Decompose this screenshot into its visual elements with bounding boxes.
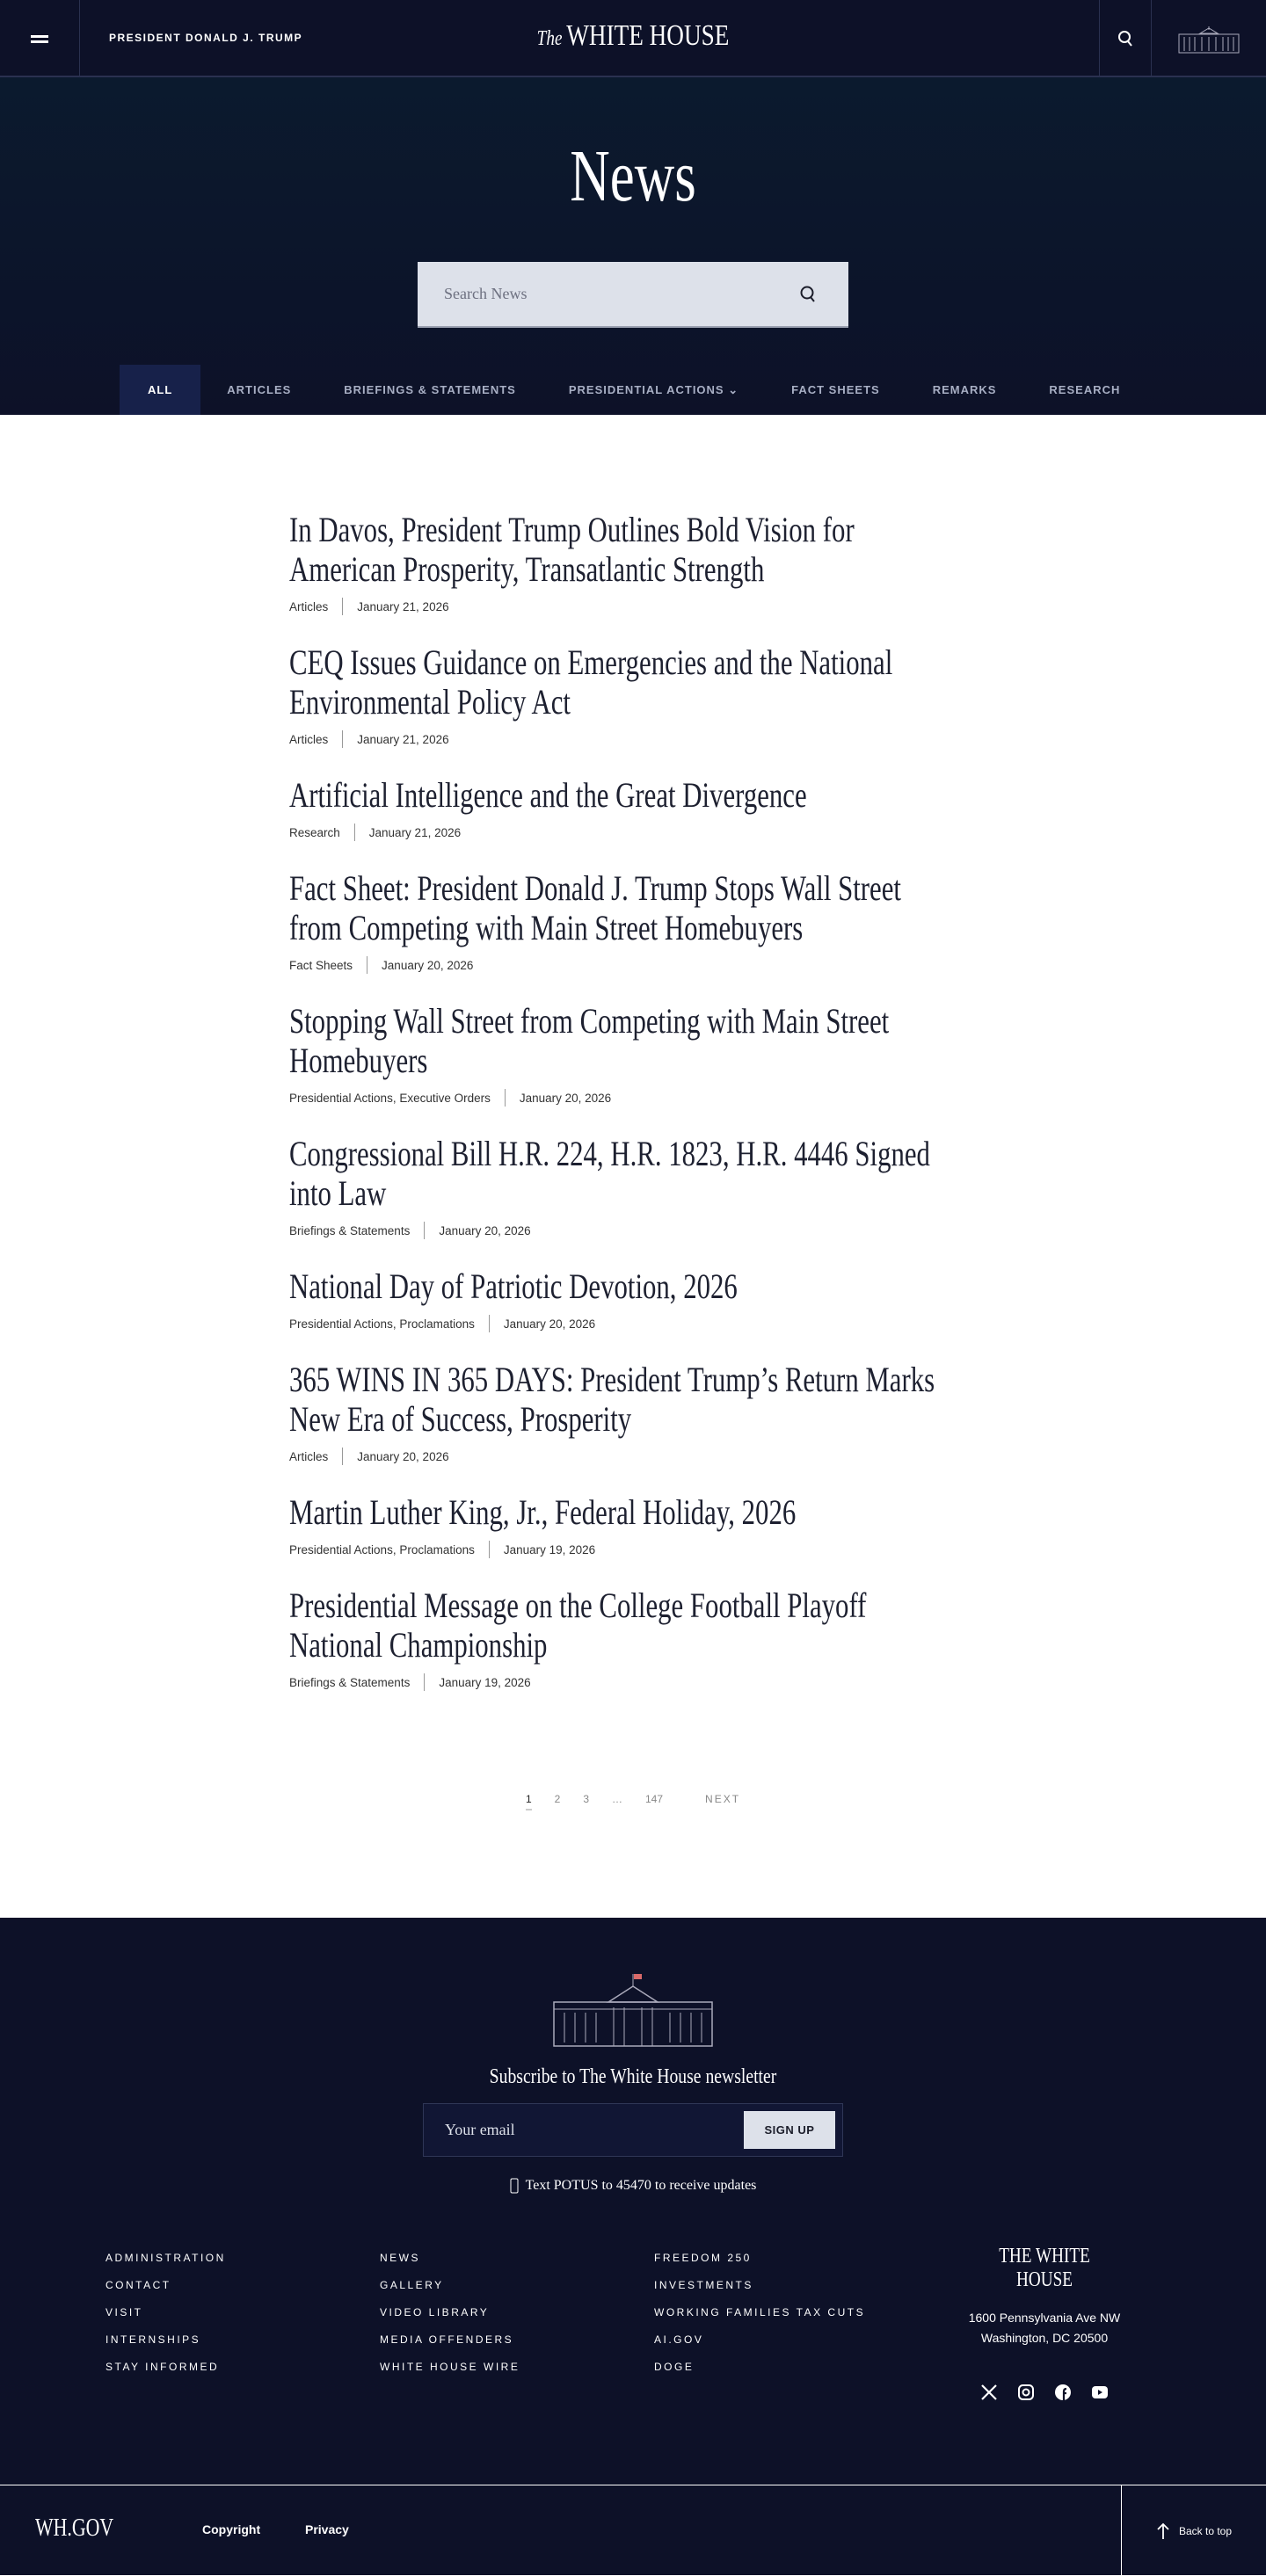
back-to-top-button[interactable] (1121, 2485, 1266, 2576)
footer-link-doge[interactable]: DOGE (654, 2361, 695, 2373)
news-item-meta (289, 824, 975, 841)
news-item-title[interactable]: Congressional Bill H.R. 224, H.R. 1823, H.R. 4446 Signed into Law (289, 1134, 930, 1213)
youtube-icon[interactable] (1091, 2384, 1109, 2401)
wh-gov-logo[interactable]: WH.GOV (35, 2514, 114, 2542)
email-input[interactable] (424, 2104, 740, 2156)
news-item-title[interactable]: National Day of Patriotic Devotion, 2026 (289, 1266, 738, 1306)
facebook-icon[interactable] (1054, 2384, 1072, 2401)
news-item-title[interactable]: Artificial Intelligence and the Great Divergence (289, 775, 807, 815)
news-item-title[interactable]: Stopping Wall Street from Competing with Main Street Homebuyers (289, 1001, 890, 1080)
category-tabs (120, 365, 1146, 415)
subscribe-heading: Subscribe to The White House newsletter (489, 2065, 777, 2088)
footer-bottom-bar (0, 2485, 1266, 2575)
text-potus-label: Text POTUS to 45470 to receive updates (525, 2178, 757, 2193)
news-item-category[interactable]: Presidential Actions, Proclamations (289, 1542, 475, 1556)
address-line-2: Washington, DC 20500 (980, 2331, 1109, 2345)
news-item-title[interactable]: 365 WINS IN 365 DAYS: President Trump’s Return Marks New Era of Success, Prosperity (289, 1360, 935, 1439)
sign-up-button[interactable]: SIGN UP (744, 2111, 835, 2149)
address-line-1: 1600 Pennsylvania Ave NW (968, 2311, 1121, 2325)
footer-link-stay-informed[interactable]: STAY INFORMED (106, 2361, 220, 2373)
footer-link-tax-cuts[interactable]: WORKING FAMILIES TAX CUTS (654, 2306, 866, 2318)
white-house-icon (1177, 23, 1241, 54)
news-item-meta (289, 1222, 975, 1239)
news-item-title[interactable]: In Davos, President Trump Outlines Bold Vision for American Prosperity, Transatlantic Strength (289, 510, 855, 589)
meta-divider (342, 1448, 343, 1465)
page-1[interactable]: 1 (526, 1793, 532, 1810)
hero (0, 77, 1266, 415)
tab-fact-sheets[interactable]: FACT SHEETS (791, 383, 880, 396)
footer-contact (957, 2245, 1132, 2401)
news-item (289, 1586, 975, 1691)
meta-divider (489, 1315, 490, 1332)
footer-link-video-library[interactable]: VIDEO LIBRARY (380, 2306, 490, 2318)
meta-divider (342, 730, 343, 748)
news-item-category[interactable]: Presidential Actions, Proclamations (289, 1317, 475, 1331)
meta-divider (354, 824, 355, 841)
site-logo[interactable] (127, 19, 1139, 53)
tab-remarks[interactable]: REMARKS (932, 383, 997, 396)
news-item (289, 1266, 975, 1332)
news-item (289, 775, 975, 841)
back-to-top-label: Back to top (1178, 2524, 1233, 2537)
x-icon[interactable] (980, 2384, 998, 2401)
site-header (0, 0, 1266, 77)
page-ellipsis: … (612, 1793, 622, 1805)
footer-col-3 (654, 2250, 865, 2386)
white-house-emblem[interactable] (1152, 0, 1266, 77)
privacy-link[interactable]: Privacy (305, 2522, 349, 2536)
news-item (289, 1001, 975, 1107)
footer-org-name: THE WHITE HOUSE (999, 2245, 1090, 2291)
news-item-category[interactable]: Briefings & Statements (289, 1223, 411, 1237)
phone-icon (510, 2178, 519, 2194)
site-footer (0, 1918, 1266, 2575)
page-title: News (570, 135, 696, 217)
news-item-meta (289, 1315, 975, 1332)
text-potus (0, 2178, 1266, 2194)
news-item (289, 1492, 975, 1558)
social-links (957, 2384, 1132, 2401)
tab-briefings-statements[interactable]: BRIEFINGS & STATEMENTS (344, 383, 516, 396)
news-item-category[interactable]: Articles (289, 1449, 329, 1463)
search-icon (1117, 30, 1133, 47)
news-item (289, 642, 975, 748)
footer-link-gallery[interactable]: GALLERY (380, 2279, 444, 2291)
news-item-meta (289, 598, 975, 615)
news-item-category[interactable]: Briefings & Statements (289, 1675, 411, 1689)
news-item-date: January 20, 2026 (439, 1223, 531, 1237)
hamburger-icon (31, 33, 48, 46)
news-item-date: January 20, 2026 (382, 958, 474, 972)
news-item-title[interactable]: Martin Luther King, Jr., Federal Holiday, 2026 (289, 1492, 797, 1532)
tab-articles[interactable]: ARTICLES (227, 383, 292, 396)
newsletter-form (423, 2103, 843, 2157)
meta-divider (342, 598, 343, 615)
news-item-meta (289, 1448, 975, 1465)
footer-link-media-offenders[interactable]: MEDIA OFFENDERS (380, 2333, 514, 2346)
news-item (289, 1134, 975, 1239)
tab-presidential-actions[interactable]: PRESIDENTIAL ACTIONS ⌄ (568, 382, 739, 396)
arrow-up-icon (1156, 2522, 1170, 2540)
footer-link-white-house-wire[interactable]: WHITE HOUSE WIRE (380, 2361, 520, 2373)
news-item-category[interactable]: Articles (289, 732, 329, 746)
logo-the: The (536, 27, 563, 50)
news-item-date: January 20, 2026 (519, 1091, 612, 1105)
page-3[interactable]: 3 (583, 1793, 589, 1805)
footer-link-news[interactable]: NEWS (380, 2252, 420, 2264)
news-item-date: January 21, 2026 (368, 825, 462, 839)
page-last[interactable]: 147 (645, 1793, 664, 1805)
news-item-meta (289, 1673, 975, 1691)
news-item-meta (289, 956, 975, 974)
header-search-button[interactable] (1099, 0, 1152, 77)
news-item-date: January 21, 2026 (357, 599, 449, 613)
meta-divider (424, 1222, 425, 1239)
footer-link-visit[interactable]: VISIT (106, 2306, 143, 2318)
footer-link-internships[interactable]: INTERNSHIPS (106, 2333, 201, 2346)
footer-link-ai-gov[interactable]: AI.GOV (654, 2333, 704, 2346)
news-item-date: January 20, 2026 (503, 1317, 596, 1331)
meta-divider (505, 1089, 506, 1107)
news-item-meta (289, 730, 975, 748)
menu-button[interactable] (0, 0, 80, 77)
logo-main: WHITE HOUSE (566, 19, 730, 52)
next-page-button[interactable]: NEXT (705, 1793, 741, 1805)
news-item-date: January 19, 2026 (503, 1542, 596, 1556)
pagination (0, 1793, 1266, 1810)
news-item-meta (289, 1541, 975, 1558)
meta-divider (424, 1673, 425, 1691)
copyright-link[interactable]: Copyright (202, 2522, 261, 2536)
news-item-meta (289, 1089, 975, 1107)
meta-divider (489, 1541, 490, 1558)
news-item-date: January 21, 2026 (357, 732, 449, 746)
news-item (289, 868, 975, 974)
president-link[interactable]: PRESIDENT DONALD J. TRUMP (109, 32, 303, 44)
search-input[interactable] (418, 262, 787, 326)
news-search (418, 262, 848, 328)
footer-col-2 (380, 2250, 520, 2386)
footer-link-freedom-250[interactable]: FREEDOM 250 (654, 2252, 752, 2264)
search-icon[interactable] (799, 285, 817, 304)
news-item-title[interactable]: CEQ Issues Guidance on Emergencies and the National Environmental Policy Act (289, 642, 893, 722)
news-item-category[interactable]: Presidential Actions, Executive Orders (289, 1091, 491, 1105)
news-item-date: January 20, 2026 (357, 1449, 449, 1463)
news-item (289, 1360, 975, 1465)
footer-link-contact[interactable]: CONTACT (106, 2279, 171, 2291)
tab-all[interactable]: ALL (120, 365, 200, 415)
news-item-category[interactable]: Research (289, 825, 340, 839)
news-list (289, 510, 975, 1718)
footer-col-1 (106, 2250, 226, 2386)
news-item-title[interactable]: Presidential Message on the College Football Playoff National Championship (289, 1586, 867, 1665)
page-2[interactable]: 2 (554, 1793, 561, 1805)
news-item-date: January 19, 2026 (439, 1675, 531, 1689)
white-house-icon (552, 1972, 714, 2050)
news-item-category[interactable]: Articles (289, 599, 329, 613)
footer-link-investments[interactable]: INVESTMENTS (654, 2279, 753, 2291)
news-item-category[interactable]: Fact Sheets (289, 958, 353, 972)
footer-link-administration[interactable]: ADMINISTRATION (106, 2252, 226, 2264)
tab-research[interactable]: RESEARCH (1049, 383, 1121, 396)
news-item-title[interactable]: Fact Sheet: President Donald J. Trump Stops Wall Street from Competing with Main Street Homebuyers (289, 868, 901, 947)
news-item (289, 510, 975, 615)
instagram-icon[interactable] (1017, 2384, 1035, 2401)
